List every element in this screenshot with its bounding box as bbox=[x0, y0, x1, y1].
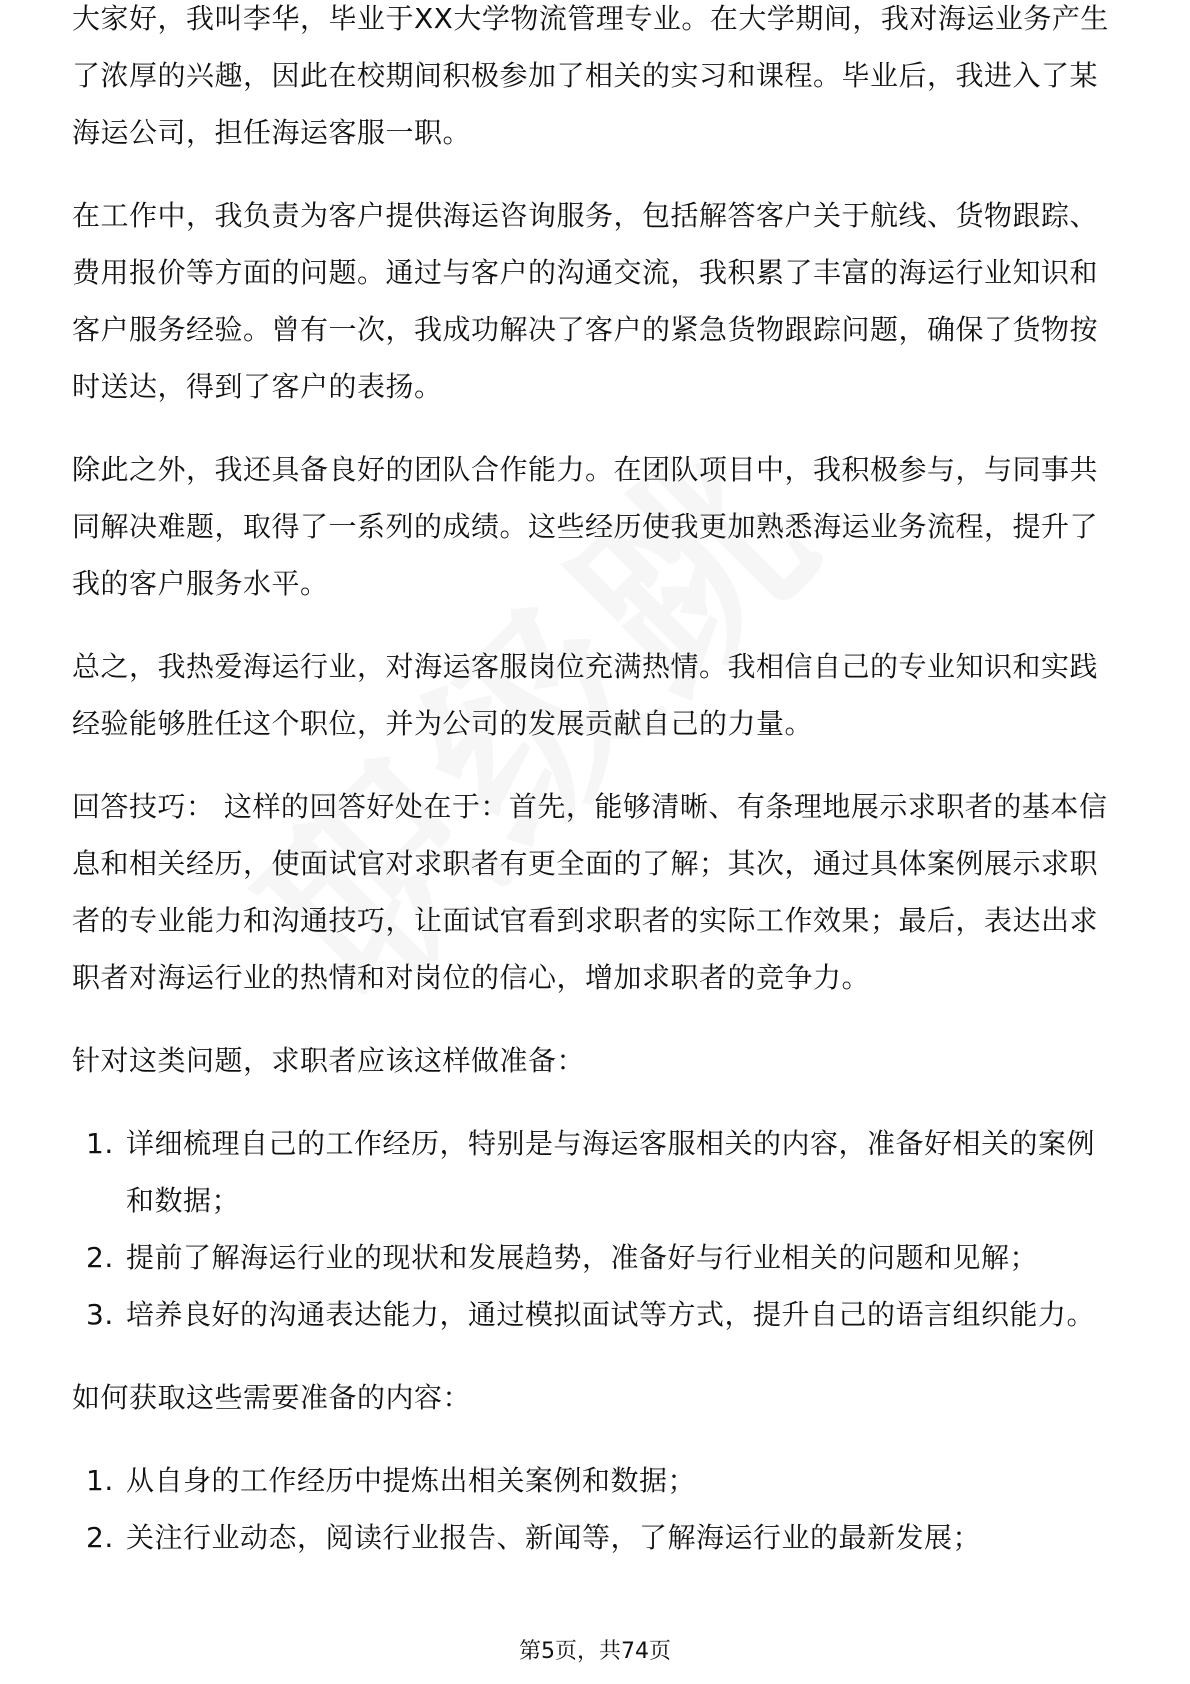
page-content bbox=[72, 2, 1122, 1592]
how-list bbox=[72, 1452, 1122, 1566]
list-item-text: 详细梳理自己的工作经历，特别是与海运客服相关的内容，准备好相关的案例和数据； bbox=[126, 1127, 1096, 1217]
list-item-text: 关注行业动态，阅读行业报告、新闻等，了解海运行业的最新发展； bbox=[126, 1521, 982, 1554]
how-heading: 如何获取这些需要准备的内容： bbox=[72, 1381, 472, 1414]
teamwork-paragraph: 除此之外，我还具备良好的团队合作能力。在团队项目中，我积极参与，与同事共同解决难题，取得了一系列的成绩。这些经历使我更加熟悉海运业务流程，提升了我的客户服务水平。 bbox=[72, 453, 1099, 600]
prep-list bbox=[72, 1115, 1122, 1343]
list-number: 2. bbox=[86, 1521, 114, 1554]
list-item bbox=[72, 1115, 1122, 1229]
summary-paragraph: 总之，我热爱海运行业，对海运客服岗位充满热情。我相信自己的专业知识和实践经验能够胜任这个职位，并为公司的发展贡献自己的力量。 bbox=[72, 650, 1099, 740]
list-item-text: 培养良好的沟通表达能力，通过模拟面试等方式，提升自己的语言组织能力。 bbox=[126, 1298, 1096, 1331]
list-number: 1. bbox=[86, 1464, 114, 1497]
list-item bbox=[72, 1229, 1122, 1286]
list-item bbox=[72, 1452, 1122, 1509]
list-number: 2. bbox=[86, 1241, 114, 1274]
list-item-text: 从自身的工作经历中提炼出相关案例和数据； bbox=[126, 1464, 697, 1497]
list-number: 1. bbox=[86, 1127, 114, 1160]
list-item-text: 提前了解海运行业的现状和发展趋势，准备好与行业相关的问题和见解； bbox=[126, 1241, 1039, 1274]
intro-paragraph: 大家好，我叫李华，毕业于XX大学物流管理专业。在大学期间，我对海运业务产生了浓厚的兴趣，因此在校期间积极参加了相关的实习和课程。毕业后，我进入了某海运公司，担任海运客服一职。 bbox=[72, 2, 1109, 149]
prep-heading: 针对这类问题，求职者应该这样做准备： bbox=[72, 1044, 586, 1077]
list-item bbox=[72, 1286, 1122, 1343]
tips-paragraph: 回答技巧： 这样的回答好处在于：首先，能够清晰、有条理地展示求职者的基本信息和相关经历，使面试官对求职者有更全面的了解；其次，通过具体案例展示求职者的专业能力和沟通技巧，让面试官看到求职者的实际工作效果；最后，表达出求职者对海运行业的热情和对岗位的信心，增加求职者的竞争力。 bbox=[72, 790, 1108, 994]
list-number: 3. bbox=[86, 1298, 114, 1331]
work-paragraph: 在工作中，我负责为客户提供海运咨询服务，包括解答客户关于航线、货物跟踪、费用报价等方面的问题。通过与客户的沟通交流，我积累了丰富的海运行业知识和客户服务经验。曾有一次，我成功解决了客户的紧急货物跟踪问题，确保了货物按时送达，得到了客户的表扬。 bbox=[72, 199, 1099, 403]
page-number: 第5页，共74页 bbox=[519, 1639, 671, 1664]
list-item bbox=[72, 1509, 1122, 1566]
